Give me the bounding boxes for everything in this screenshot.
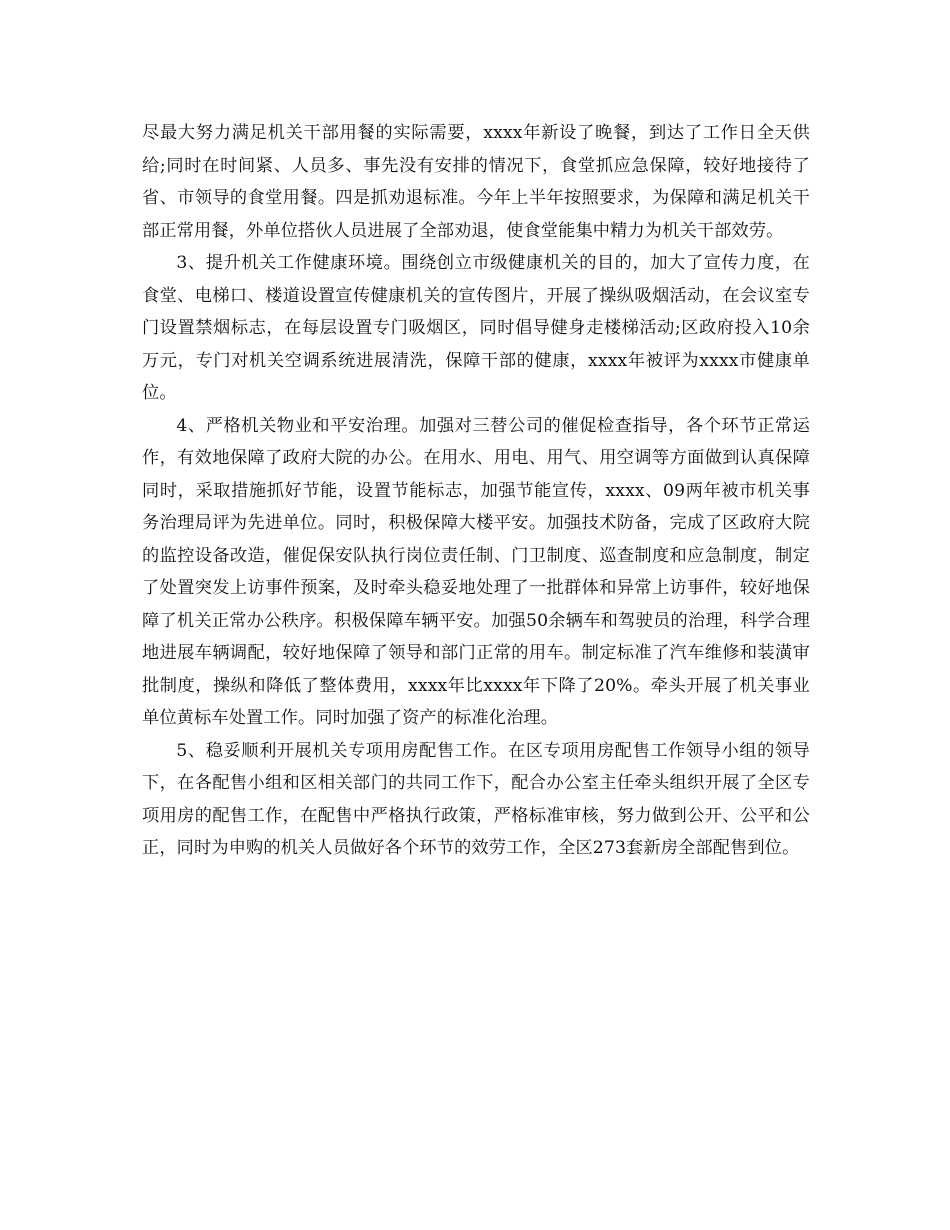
- paragraph-housing-sales: 5、稳妥顺利开展机关专项用房配售工作。在区专项用房配售工作领导小组的领导下，在各配售小组和区相关部门的共同工作下，配合办公室主任牵头组织开展了全区专项用房的配售工作，在配售中严格执行政策，严格标准审核，努力做到公开、公平和公正，同时为申购的机关人员做好各个环节的效劳工作，全区273套新房全部配售到位。: [142, 740, 810, 858]
- paragraph-health-environment: 3、提升机关工作健康环境。围绕创立市级健康机关的目的，加大了宣传力度，在食堂、电梯口、楼道设置宣传健康机关的宣传图片，开展了操纵吸烟活动，在会议室专门设置禁烟标志，在每层设置专门吸烟区，同时倡导健身走楼梯活动;区政府投入10余万元，专门对机关空调系统进展清洗，保障干部的健康，xxxx年被评为xxxx市健康单位。: [142, 253, 810, 403]
- document-body: [142, 117, 810, 865]
- paragraph-property-safety: 4、严格机关物业和平安治理。加强对三替公司的催促检查指导，各个环节正常运作，有效地保障了政府大院的办公。在用水、用电、用气、用空调等方面做到认真保障同时，采取措施抓好节能，设置节能标志，加强节能宣传，xxxx、09两年被市机关事务治理局评为先进单位。同时，积极保障大楼平安。加强技术防备，完成了区政府大院的监控设备改造，催促保安队执行岗位责任制、门卫制度、巡查制度和应急制度，制定了处置突发上访事件预案，及时牵头稳妥地处理了一批群体和异常上访事件，较好地保障了机关正常办公秩序。积极保障车辆平安。加强50余辆车和驾驶员的治理，科学合理地进展车辆调配，较好地保障了领导和部门正常的用车。制定标准了汽车维修和装潢审批制度，操纵和降低了整体费用，xxxx年比xxxx年下降了20%。牵头开展了机关事业单位黄标车处置工作。同时加强了资产的标准化治理。: [142, 415, 810, 728]
- paragraph-continued-canteen: 尽最大努力满足机关干部用餐的实际需要，xxxx年新设了晚餐，到达了工作日全天供给;同时在时间紧、人员多、事先没有安排的情况下，食堂抓应急保障，较好地接待了省、市领导的食堂用餐。四是抓劝退标准。今年上半年按照要求，为保障和满足机关干部正常用餐，外单位搭伙人员进展了全部劝退，使食堂能集中精力为机关干部效劳。: [142, 123, 810, 241]
